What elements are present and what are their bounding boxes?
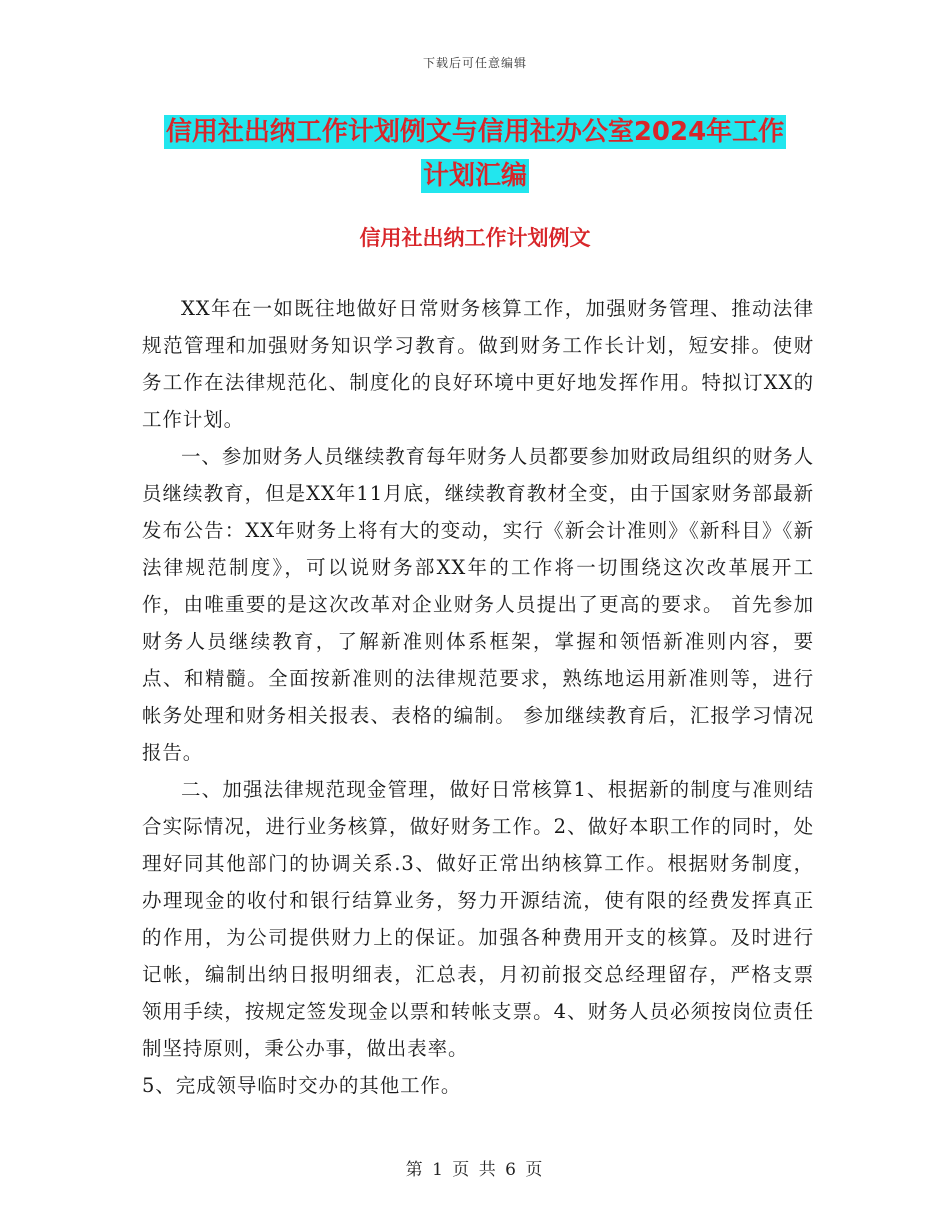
paragraph-item-2: 二、加强法律规范现金管理，做好日常核算1、根据新的制度与准则结合实际情况，进行业务核算，做好财务工作。2、做好本职工作的同时，处理好同其他部门的协调关系.3、做好正常出纳核算工作。根据财务制度，办理现金的收付和银行结算业务，努力开源结流，使有限的经费发挥真正的作用，为公司提供财力上的保证。加强各种费用开支的核算。及时进行记帐，编制出纳日报明细表，汇总表，月初前报交总经理留存，严格支票领用手续，按规定签发现金以票和转帐支票。4、财务人员必须按岗位责任制坚持原则，秉公办事，做出表率。 [142,778,814,1060]
document-title-line-1: 信用社出纳工作计划例文与信用社办公室2024年工作 [165,117,785,147]
paragraph-item-1: 一、参加财务人员继续教育每年财务人员都要参加财政局组织的财务人员继续教育，但是XX年11月底，继续教育教材全变，由于国家财务部最新发布公告：XX年财务上将有大的变动，实行《新会计准则》《新科目》《新法律规范制度》，可以说财务部XX年的工作将一切围绕这次改革展开工作，由唯重要的是这次改革对企业财务人员提出了更高的要求。 首先参加财务人员继续教育，了解新准则体系框架，掌握和领悟新准则内容，要点、和精髓。全面按新准则的法律规范要求，熟练地运用新准则等，进行帐务处理和财务相关报表、表格的编制。 参加继续教育后，汇报学习情况报告。 [142,445,814,764]
body-text [142,290,814,1104]
section-title: 信用社出纳工作计划例文 [359,226,591,250]
paragraph-intro: XX年在一如既往地做好日常财务核算工作，加强财务管理、推动法律规范管理和加强财务知识学习教育。做到财务工作长计划，短安排。使财务工作在法律规范化、制度化的良好环境中更好地发挥作用。特拟订XX的工作计划。 [142,297,814,431]
document-title [0,110,950,198]
page-footer: 第 1 页 共 6 页 [405,1160,545,1180]
header-note: 下载后可任意编辑 [422,56,527,70]
paragraph-item-5: 5、完成领导临时交办的其他工作。 [142,1074,462,1097]
document-title-line-2: 计划汇编 [422,161,527,191]
